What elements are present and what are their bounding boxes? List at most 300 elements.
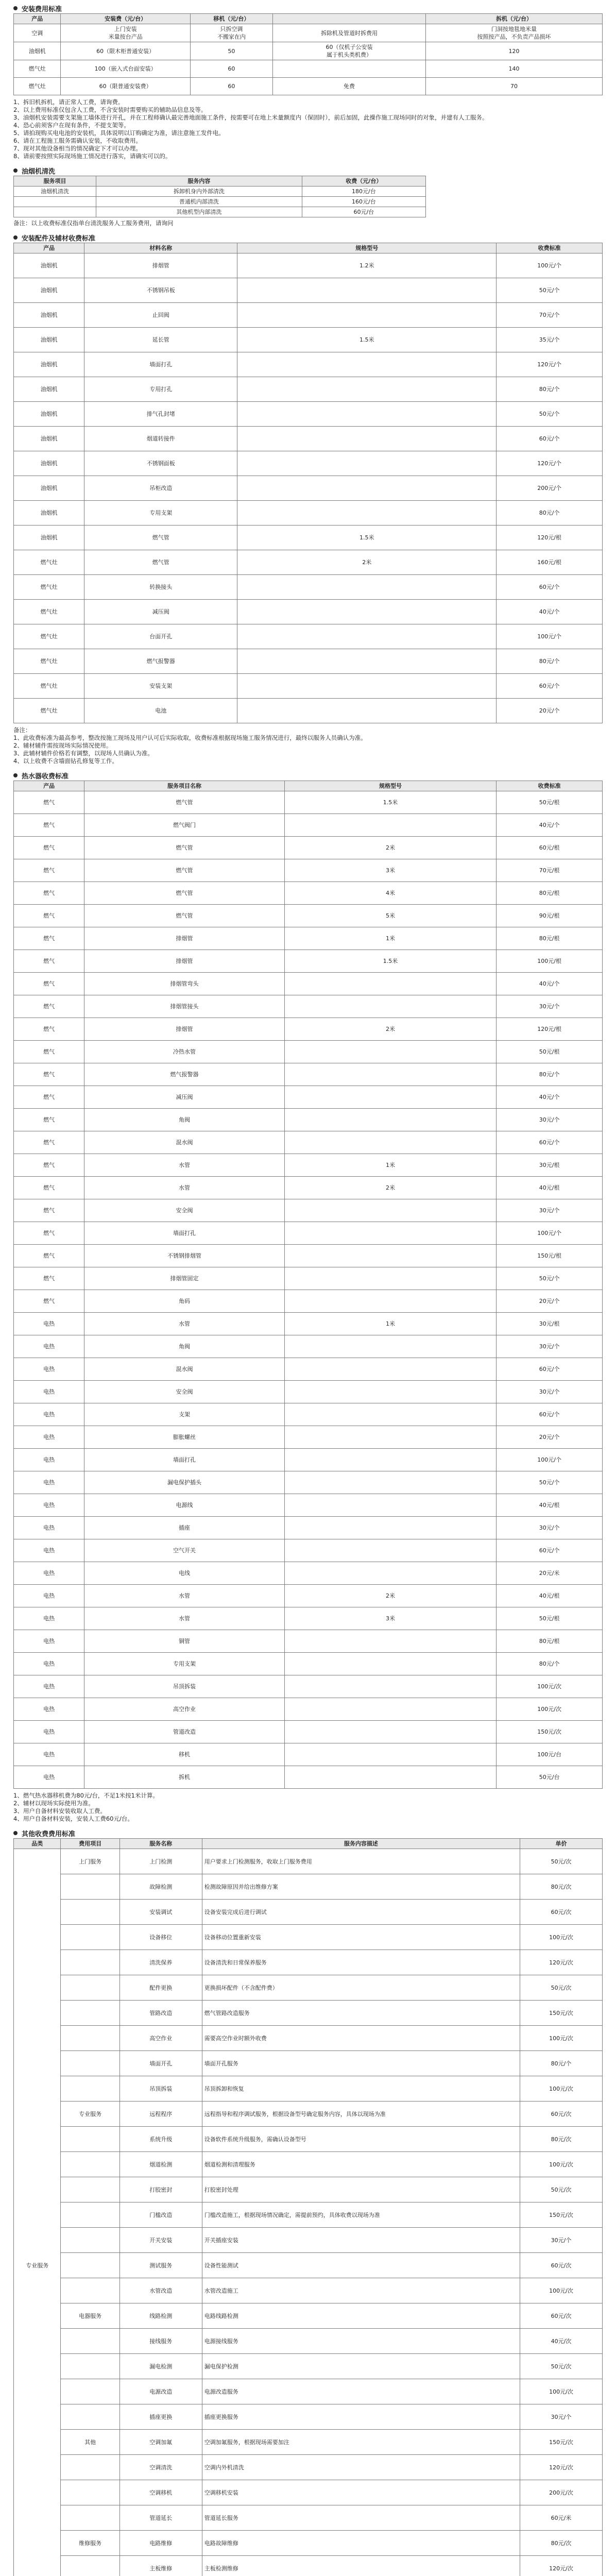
table-row [14, 927, 603, 950]
note-line: 4、恐心前须客户在现有条件，不提支架等。 [13, 122, 130, 129]
spec-cell [284, 1653, 496, 1675]
price-cell: 30元/个 [497, 1199, 603, 1222]
material-name-cell: 专用支架 [84, 501, 237, 526]
product-cell: 燃气 [14, 1041, 84, 1063]
install-fee-cell: 上门安装 米量按台产品 [61, 24, 190, 42]
unit-price-cell: 50元/次 [520, 2177, 602, 2202]
table-row [14, 2505, 603, 2531]
product-cell: 燃气 [14, 814, 84, 837]
product-cell: 燃气 [14, 905, 84, 927]
description-cell: 烟道检测和清理服务 [202, 2152, 520, 2177]
service-name-cell: 高空作业 [119, 2026, 202, 2051]
table-row [14, 1290, 603, 1313]
material-name-cell: 止回阀 [84, 303, 237, 328]
service-name-cell: 排烟管固定 [84, 1267, 285, 1290]
price-cell: 20元/米 [497, 1562, 603, 1585]
spec-cell [284, 1199, 496, 1222]
product-cell: 油烟机 [14, 501, 84, 526]
table-header-cell: 产品 [14, 14, 61, 24]
table-row [14, 1109, 603, 1131]
product-cell: 电热 [14, 1539, 84, 1562]
material-name-cell: 燃气管 [84, 526, 237, 550]
service-name-cell: 排烟管接头 [84, 995, 285, 1018]
product-cell: 燃气灶 [14, 674, 84, 699]
material-name-cell: 减压阀 [84, 600, 237, 624]
note-line: 2、辅材辅件需按现场实际情况使用。 [13, 742, 112, 749]
product-cell: 燃气 [14, 837, 84, 859]
table-row [14, 1086, 603, 1109]
table-row [14, 674, 603, 699]
install-table [13, 13, 603, 95]
table-row [14, 328, 603, 352]
price-cell: 100元/个 [497, 624, 603, 649]
fee-item-cell: 专业服务 [61, 2102, 119, 2127]
spec-cell [284, 1381, 496, 1403]
service-name-cell: 移机 [84, 1743, 285, 1766]
price-cell: 50元/台 [497, 1766, 603, 1789]
price-cell: 100元/次 [497, 1698, 603, 1721]
table-row [14, 476, 603, 501]
fee-item-cell [61, 2379, 119, 2404]
material-name-cell: 不锈钢吊板 [84, 278, 237, 303]
unit-price-cell: 100元/次 [520, 2152, 602, 2177]
price-cell: 60元/个 [497, 1358, 603, 1381]
spec-cell: 2米 [284, 1177, 496, 1199]
note-line: 6、请在工程施工服务需确认安装，不收取费用。 [13, 137, 142, 144]
price-cell: 60元/个 [497, 1131, 603, 1154]
price-cell: 50元/个 [497, 402, 603, 427]
unit-price-cell: 80元/次 [520, 2531, 602, 2556]
material-name-cell: 安装支架 [84, 674, 237, 699]
price-cell: 40元/根 [497, 1585, 603, 1607]
service-name-cell: 燃气阀门 [84, 814, 285, 837]
service-name-cell: 铜管 [84, 1630, 285, 1653]
table-row [14, 1766, 603, 1789]
note-line: 4、以上收费不含墙面钻孔修复等工作。 [13, 757, 118, 765]
price-cell: 160元/根 [497, 550, 603, 575]
product-cell: 电热 [14, 1313, 84, 1335]
service-name-cell: 管道延长 [119, 2505, 202, 2531]
unit-price-cell: 100元/次 [520, 2026, 602, 2051]
table-header-cell: 收费标准 [497, 781, 603, 791]
product-cell: 电热 [14, 1630, 84, 1653]
product-cell: 电热 [14, 1449, 84, 1471]
product-cell: 油烟机 [14, 328, 84, 352]
section-kitchen-title: 油烟机清洗 [13, 165, 603, 176]
product-cell: 燃气 [14, 1267, 84, 1290]
price-cell: 60元/个 [497, 1403, 603, 1426]
description-cell: 开关插座安装 [202, 2228, 520, 2253]
spec-cell [237, 303, 497, 328]
service-name-cell: 墙面打孔 [84, 1222, 285, 1245]
kitchen-table [13, 176, 426, 217]
section-water-title: 热水器收费标准 [13, 770, 603, 781]
table-row [14, 2329, 603, 2354]
unit-price-cell: 60元/次 [520, 1900, 602, 1925]
table-row [14, 2253, 603, 2278]
fee-item-cell [61, 2051, 119, 2076]
service-name-cell: 排烟管 [84, 950, 285, 973]
spec-cell [284, 1109, 496, 1131]
service-content-cell: 拆卸机身内外部清洗 [96, 187, 302, 197]
fee-cell: 180元/台 [302, 187, 425, 197]
fee-item-cell [61, 2404, 119, 2430]
table-header-cell: 服务项目名称 [84, 781, 285, 791]
table-row [14, 207, 426, 217]
description-cell: 墙面开孔服务 [202, 2051, 520, 2076]
product-cell: 油烟机 [14, 253, 84, 278]
product-cell: 电热 [14, 1698, 84, 1721]
price-cell: 20元/个 [497, 1290, 603, 1313]
spec-cell: 2米 [284, 837, 496, 859]
product-cell: 电热 [14, 1494, 84, 1517]
product-cell: 燃气 [14, 1109, 84, 1131]
price-cell: 30元/根 [497, 1154, 603, 1177]
table-row [14, 1426, 603, 1449]
bullet-icon [13, 168, 18, 173]
unit-price-cell: 120元/次 [520, 1950, 602, 1975]
product-cell: 电热 [14, 1675, 84, 1698]
spec-cell: 1米 [284, 1154, 496, 1177]
table-row [14, 814, 603, 837]
unit-price-cell: 80元/次 [520, 1874, 602, 1900]
fee-item-cell [61, 2480, 119, 2505]
product-cell: 燃气 [14, 1290, 84, 1313]
table-header-row [14, 243, 603, 253]
spec-cell [284, 1698, 496, 1721]
service-name-cell: 开关安装 [119, 2228, 202, 2253]
service-name-cell: 水管 [84, 1154, 285, 1177]
product-cell: 油烟机 [14, 402, 84, 427]
price-cell: 50元/个 [497, 1471, 603, 1494]
table-row [14, 1925, 603, 1950]
service-name-cell: 电线 [84, 1562, 285, 1585]
kitchen-note: 备注：以上收费标准仅指单台清洗服务人工服务费用，请询问 [13, 219, 174, 227]
price-cell: 150元/次 [497, 1721, 603, 1743]
move-fee-cell: 60 [190, 60, 272, 78]
table-row [14, 1585, 603, 1607]
price-cell: 100元/个 [497, 1222, 603, 1245]
unit-price-cell: 120元/次 [520, 2455, 602, 2480]
description-cell: 吊顶拆卸和恢复 [202, 2076, 520, 2102]
category-cell: 专业服务 [14, 1849, 61, 2576]
spec-cell [237, 699, 497, 723]
price-cell: 40元/个 [497, 1086, 603, 1109]
material-name-cell: 台面开孔 [84, 624, 237, 649]
description-cell: 打胶密封处理 [202, 2177, 520, 2202]
material-name-cell: 排烟管 [84, 253, 237, 278]
service-name-cell: 管路改造 [119, 2001, 202, 2026]
product-cell: 电热 [14, 1585, 84, 1607]
spec-cell [284, 1131, 496, 1154]
service-name-cell: 门槛改造 [119, 2202, 202, 2228]
price-cell: 120元/根 [497, 526, 603, 550]
fee-item-cell: 上门服务 [61, 1849, 119, 1874]
product-cell: 燃气灶 [14, 575, 84, 600]
table-row [14, 197, 426, 207]
spec-cell: 1.5米 [237, 328, 497, 352]
service-name-cell: 电路维修 [119, 2531, 202, 2556]
price-cell: 80元/根 [497, 1630, 603, 1653]
bullet-icon [13, 6, 18, 10]
table-row [14, 1313, 603, 1335]
table-row [14, 1267, 603, 1290]
spec-cell [284, 1449, 496, 1471]
table-row [14, 60, 603, 78]
price-cell: 100元/个 [497, 253, 603, 278]
price-cell: 80元/个 [497, 501, 603, 526]
spec-cell [237, 451, 497, 476]
table-row [14, 1199, 603, 1222]
service-name-cell: 接线服务 [119, 2329, 202, 2354]
table-row [14, 859, 603, 882]
table-header-cell: 品类 [14, 1839, 61, 1849]
table-row [14, 973, 603, 995]
table-row [14, 1245, 603, 1267]
service-name-cell: 测试服务 [119, 2253, 202, 2278]
description-cell: 更换损坏配件（不含配件费） [202, 1975, 520, 2001]
service-name-cell: 电源线 [84, 1494, 285, 1517]
spec-cell [284, 973, 496, 995]
table-row [14, 24, 603, 42]
note-line: 3、油烟机安装需要支架施工墙体进行开孔，并在工程师确认最完善地面施工条件，按需要可在地上米量额度内（保固时），前后加固，此操作施工现场同时的对象，并建有人工服务。 [13, 114, 488, 121]
table-row [14, 905, 603, 927]
service-name-cell: 燃气报警器 [84, 1063, 285, 1086]
price-cell: 60元/个 [497, 575, 603, 600]
fee-item-cell [61, 2228, 119, 2253]
product-cell: 电热 [14, 1721, 84, 1743]
fee-item-cell: 其他 [61, 2430, 119, 2455]
service-item-cell: 油烟机清洗 [14, 187, 96, 197]
unit-price-cell: 150元/次 [520, 2430, 602, 2455]
spec-cell: 1.5米 [284, 791, 496, 814]
spec-cell [284, 1562, 496, 1585]
table-row [14, 950, 603, 973]
spec-cell [237, 575, 497, 600]
table-row [14, 1154, 603, 1177]
spec-cell: 1米 [284, 927, 496, 950]
fee-item-cell [61, 1925, 119, 1950]
price-cell: 40元/个 [497, 600, 603, 624]
service-name-cell: 角阀 [84, 1109, 285, 1131]
service-name-cell: 燃气管 [84, 882, 285, 905]
install-fee-cell: 100（嵌入式台面安装） [61, 60, 190, 78]
unit-price-cell: 60元/次 [520, 2253, 602, 2278]
price-cell: 50元/个 [497, 278, 603, 303]
note-line: 4、用户自备材料安装，安装人工费60元/台。 [13, 1815, 133, 1822]
table-row [14, 1381, 603, 1403]
spec-cell: 1.5米 [237, 526, 497, 550]
spec-cell [284, 1086, 496, 1109]
table-row [14, 402, 603, 427]
table-row [14, 1018, 603, 1041]
install-fee-cell: 60（限普通安装费） [61, 78, 190, 95]
spec-cell [284, 1222, 496, 1245]
price-cell: 100元/根 [497, 950, 603, 973]
price-cell: 50元/根 [497, 1607, 603, 1630]
table-row [14, 649, 603, 674]
unit-price-cell: 40元/次 [520, 2329, 602, 2354]
description-cell: 需要高空作业时额外收费 [202, 2026, 520, 2051]
table-header-cell: 拆机（元/台） [426, 14, 603, 24]
spec-cell [237, 427, 497, 451]
note-line: 2、辅材以现场实际使用为准。 [13, 1800, 94, 1807]
spec-cell [284, 1517, 496, 1539]
spec-cell: 3米 [284, 1607, 496, 1630]
fee-cell: 160元/台 [302, 197, 425, 207]
fee-item-cell [61, 2253, 119, 2278]
table-header-cell: 收费标准 [497, 243, 603, 253]
spec-cell: 1.2米 [237, 253, 497, 278]
description-cell: 电源接线服务 [202, 2329, 520, 2354]
bullet-icon [13, 773, 18, 777]
product-cell: 油烟机 [14, 427, 84, 451]
service-name-cell: 水管改造 [119, 2278, 202, 2303]
price-cell: 80元/个 [497, 377, 603, 402]
table-row [14, 526, 603, 550]
product-cell: 电热 [14, 1471, 84, 1494]
service-name-cell: 空调清洗 [119, 2455, 202, 2480]
price-cell: 30元/个 [497, 1335, 603, 1358]
unit-price-cell: 50元/次 [520, 1975, 602, 2001]
table-row [14, 2026, 603, 2051]
product-cell: 电热 [14, 1607, 84, 1630]
service-name-cell: 水管 [84, 1607, 285, 1630]
service-content-cell: 其他机型内部清洗 [96, 207, 302, 217]
fee-item-cell [61, 2026, 119, 2051]
product-cell: 电热 [14, 1562, 84, 1585]
price-cell: 20元/个 [497, 1426, 603, 1449]
material-name-cell: 燃气报警器 [84, 649, 237, 674]
price-cell: 200元/个 [497, 476, 603, 501]
table-row [14, 501, 603, 526]
table-header-row [14, 781, 603, 791]
product-cell: 电热 [14, 1403, 84, 1426]
remove-fee-cell: 140 [426, 60, 603, 78]
service-name-cell: 安全阀 [84, 1381, 285, 1403]
product-cell: 油烟机 [14, 352, 84, 377]
price-cell: 70元/个 [497, 303, 603, 328]
price-cell: 80元/个 [497, 1653, 603, 1675]
description-cell: 设备清洗和日常保养服务 [202, 1950, 520, 1975]
table-header-cell: 产品 [14, 781, 84, 791]
product-cell: 燃气 [14, 950, 84, 973]
table-header-cell: 单价 [520, 1839, 602, 1849]
table-row [14, 451, 603, 476]
unit-price-cell: 30元/个 [520, 2228, 602, 2253]
price-cell: 40元/个 [497, 814, 603, 837]
service-name-cell: 排烟管 [84, 1018, 285, 1041]
table-row [14, 1358, 603, 1381]
spec-cell [284, 1267, 496, 1290]
note-line: 1、此收费标准为最高参考，整改按施工现场及用户认可后实际收取，收费标准根据现场施工服务情况进行，最终以服务人员确认为准。 [13, 734, 367, 741]
price-cell: 120元/个 [497, 451, 603, 476]
unit-price-cell: 100元/次 [520, 2379, 602, 2404]
product-cell: 燃气灶 [14, 550, 84, 575]
table-header-cell [272, 14, 425, 24]
table-row [14, 2430, 603, 2455]
product-cell: 油烟机 [14, 476, 84, 501]
fee-item-cell [61, 2556, 119, 2576]
spec-cell [237, 674, 497, 699]
table-row [14, 2202, 603, 2228]
bullet-icon [13, 235, 18, 240]
service-name-cell: 燃气管 [84, 791, 285, 814]
table-row [14, 1471, 603, 1494]
table-row [14, 278, 603, 303]
table-row [14, 1607, 603, 1630]
product-cell: 燃气灶 [14, 649, 84, 674]
note-line: 7、现对其他设备相当的情况确定下才可以办理。 [13, 145, 142, 152]
table-header-row [14, 1839, 603, 1849]
table-row [14, 1874, 603, 1900]
fee-item-cell [61, 2455, 119, 2480]
spec-cell: 1米 [284, 1313, 496, 1335]
service-name-cell: 水管 [84, 1177, 285, 1199]
product-cell: 空调 [14, 24, 61, 42]
remove-fee-cell: 70 [426, 78, 603, 95]
material-name-cell: 延长管 [84, 328, 237, 352]
service-name-cell: 吊顶拆装 [119, 2076, 202, 2102]
service-name-cell: 电源改造 [119, 2379, 202, 2404]
price-cell: 30元/个 [497, 1109, 603, 1131]
price-cell: 50元/根 [497, 791, 603, 814]
table-row [14, 1335, 603, 1358]
price-cell: 100元/台 [497, 1743, 603, 1766]
fee-item-cell [61, 2127, 119, 2152]
section-install-title: 安装费用标准 [13, 3, 603, 13]
table-row [14, 1494, 603, 1517]
service-name-cell: 排烟管 [84, 927, 285, 950]
water-notes [13, 1792, 603, 1823]
description-cell: 远程指导和程序调试服务，根据设备型号确定服务内容，具体以现场为准 [202, 2102, 520, 2127]
table-header-cell: 服务内容 [96, 176, 302, 187]
description-cell: 主板检测维修 [202, 2556, 520, 2576]
table-row [14, 2228, 603, 2253]
fee-item-cell: 电器服务 [61, 2303, 119, 2329]
product-cell: 燃气灶 [14, 624, 84, 649]
service-content-cell: 普通机内部清洗 [96, 197, 302, 207]
material-name-cell: 燃气管 [84, 550, 237, 575]
product-cell: 燃气 [14, 973, 84, 995]
unit-price-cell: 80元/个 [520, 2051, 602, 2076]
fee-item-cell [61, 2278, 119, 2303]
description-cell: 漏电保护检测 [202, 2354, 520, 2379]
description-cell: 空调内外机清洗 [202, 2455, 520, 2480]
product-cell: 燃气 [14, 1222, 84, 1245]
product-cell: 燃气 [14, 995, 84, 1018]
material-name-cell: 不锈钢面板 [84, 451, 237, 476]
note-line: 2、以上费用标准仅包含人工费，不含安装时需要购买的辅助品信息及等。 [13, 106, 207, 113]
table-row [14, 2303, 603, 2329]
note-line: 1、燃气热水器移机费为80元/台，不足1米按1米计算。 [13, 1792, 159, 1799]
spec-cell [237, 278, 497, 303]
unit-price-cell: 80元/次 [520, 2127, 602, 2152]
table-row [14, 550, 603, 575]
move-fee-cell: 60 [190, 78, 272, 95]
description-cell: 用户要求上门检测服务，收取上门服务费用 [202, 1849, 520, 1874]
move-fee-cell: 只拆空调 不搬家在内 [190, 24, 272, 42]
fee-item-cell [61, 1900, 119, 1925]
fee-item-cell [61, 1874, 119, 1900]
price-cell: 120元/个 [497, 352, 603, 377]
product-cell: 燃气灶 [14, 78, 61, 95]
fee-item-cell [61, 1975, 119, 2001]
spec-cell: 2米 [284, 1018, 496, 1041]
bullet-icon [13, 1831, 18, 1835]
table-header-cell: 规格型号 [284, 781, 496, 791]
unit-price-cell: 150元/次 [520, 2001, 602, 2026]
